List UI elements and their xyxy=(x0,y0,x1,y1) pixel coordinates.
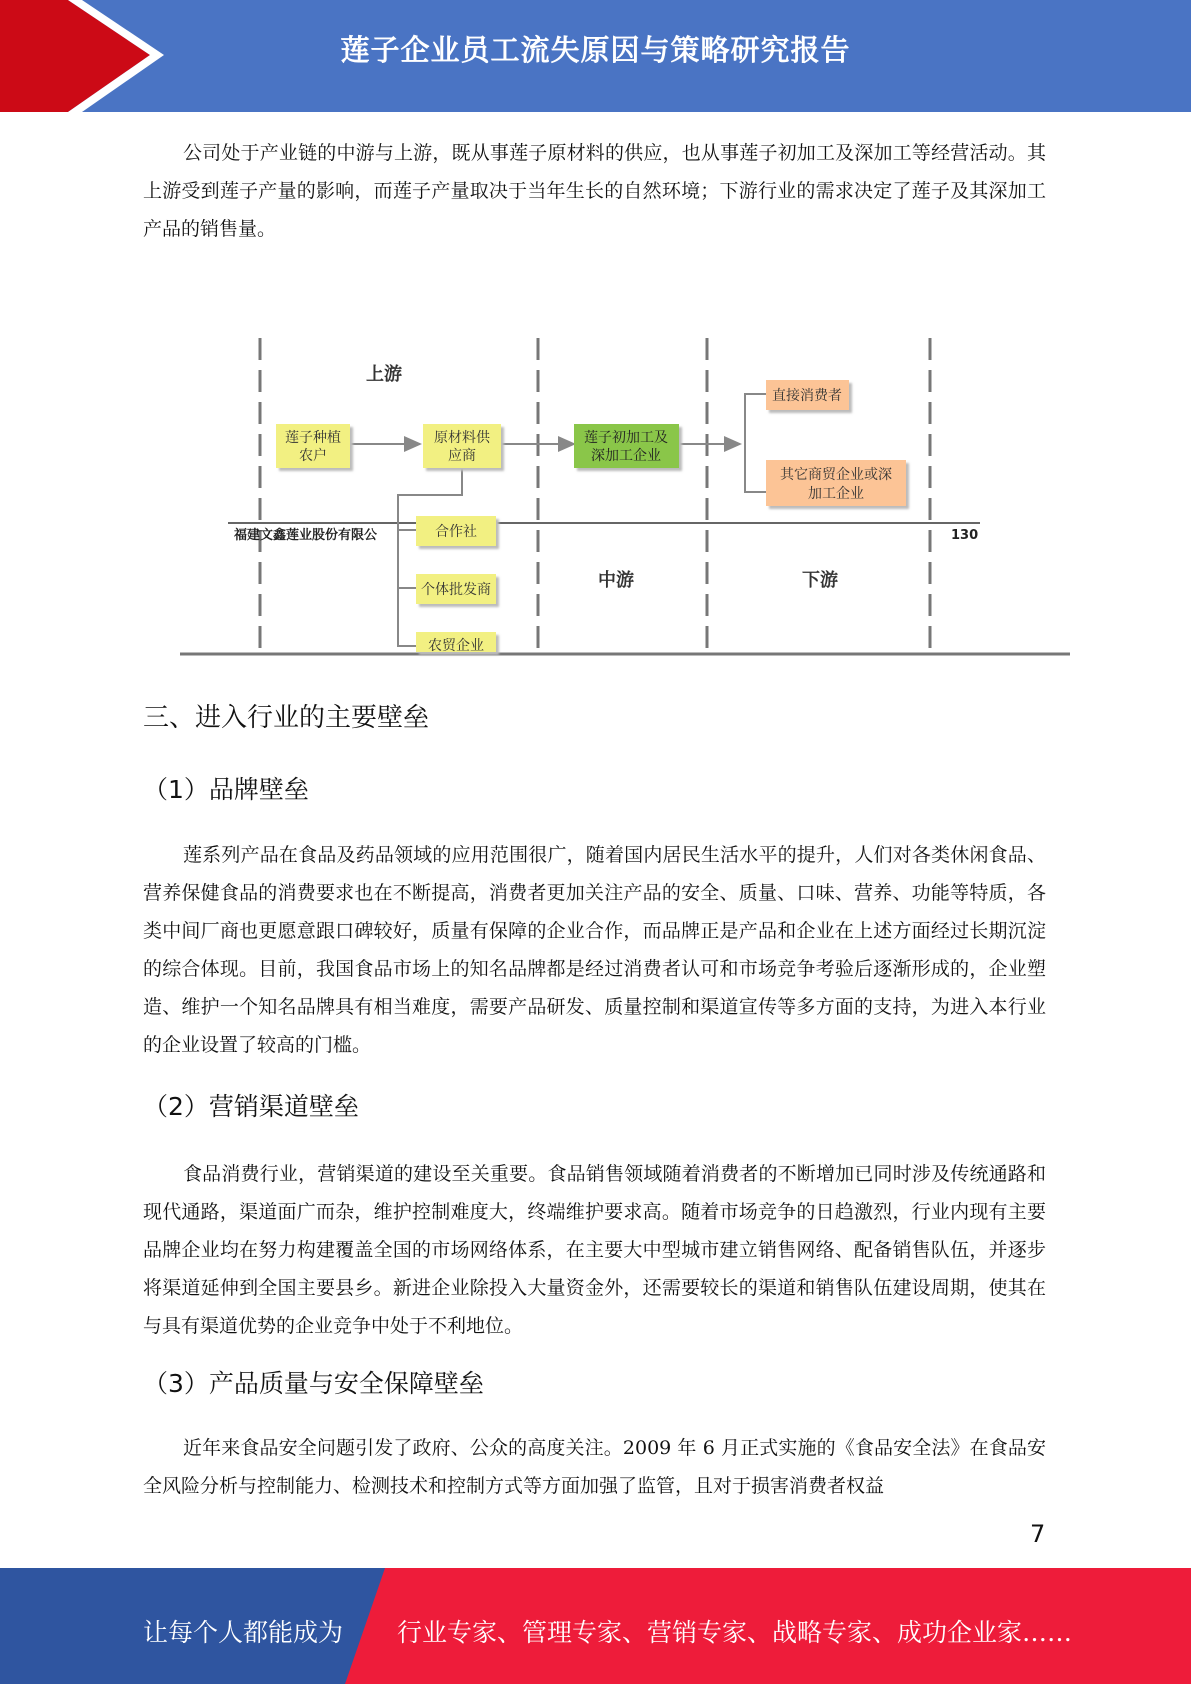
industry-chain-diagram xyxy=(180,330,1080,660)
box-other-enterprises xyxy=(766,460,906,506)
box-raw-supplier xyxy=(423,424,501,468)
document-title: 莲子企业员工流失原因与策略研究报告 xyxy=(340,33,851,67)
box-raw-supplier-line2: 应商 xyxy=(448,448,476,464)
box-processor xyxy=(574,424,679,468)
box-farmers xyxy=(276,424,350,468)
box-processor-line1: 莲子初加工及 xyxy=(584,430,668,446)
company-label: 福建文鑫莲业股份有限公 xyxy=(234,528,378,543)
box-cooperative-text: 合作社 xyxy=(435,524,477,540)
footer-slogan-left: 让每个人都能成为 xyxy=(143,1618,344,1647)
number-label: 130 xyxy=(951,528,979,543)
box-other-enterprises-line1: 其它商贸企业或深 xyxy=(780,467,892,483)
subsection-brand-heading: （1）品牌壁垒 xyxy=(143,775,309,804)
zone-label-upstream: 上游 xyxy=(366,364,402,385)
box-other-enterprises-line2: 加工企业 xyxy=(808,486,864,502)
box-farmers-line1: 莲子种植 xyxy=(285,430,341,446)
box-direct-consumer xyxy=(766,380,849,410)
brand-paragraph: 莲系列产品在食品及药品领域的应用范围很广，随着国内居民生活水平的提升，人们对各类休闲食品、营养保健食品的消费要求也在不断提高，消费者更加关注产品的安全、质量、口味、营养、功能等特质，各类中间厂商也更愿意跟口碑较好，质量有保障的企业合作，而品牌正是产品和企业在上述方面经过长期沉淀的综合体现。目前，我国食品市场上的知名品牌都是经过消费者认可和市场竞争考验后逐渐形成的，企业塑造、维护一个知名品牌具有相当难度，需要产品研发、质量控制和渠道宣传等多方面的支持，为进入本行业的企业设置了较高的门槛。 xyxy=(143,844,1046,1056)
zone-label-midstream: 中游 xyxy=(598,570,634,591)
footer-slogan-right: 行业专家、管理专家、营销专家、战略专家、成功企业家…… xyxy=(397,1618,1073,1647)
zone-label-downstream: 下游 xyxy=(802,570,838,591)
box-cooperative xyxy=(416,516,496,546)
channel-paragraph: 食品消费行业，营销渠道的建设至关重要。食品销售领域随着消费者的不断增加已同时涉及传统通路和现代通路，渠道面广而杂，维护控制难度大，终端维护要求高。随着市场竞争的日趋激烈，行业内现有主要品牌企业均在努力构建覆盖全国的市场网络体系，在主要大中型城市建立销售网络、配备销售队伍，并逐步将渠道延伸到全国主要县乡。新进企业除投入大量资金外，还需要较长的渠道和销售队伍建设周期，使其在与具有渠道优势的企业竞争中处于不利地位。 xyxy=(143,1163,1046,1337)
box-agri-enterprise-text: 农贸企业 xyxy=(428,638,484,654)
box-processor-line2: 深加工企业 xyxy=(591,448,661,464)
intro-paragraph: 公司处于产业链的中游与上游，既从事莲子原材料的供应，也从事莲子初加工及深加工等经营活动。其上游受到莲子产量的影响，而莲子产量取决于当年生长的自然环境；下游行业的需求决定了莲子及其深加工产品的销售量。 xyxy=(143,142,1046,240)
page-header xyxy=(0,0,1191,110)
box-wholesaler xyxy=(416,574,496,604)
box-farmers-line2: 农户 xyxy=(299,448,327,464)
quality-paragraph: 近年来食品安全问题引发了政府、公众的高度关注。2009 年 6 月正式实施的《食品安全法》在食品安全风险分析与控制能力、检测技术和控制方式等方面加强了监管，且对于损害消费者权益 xyxy=(143,1437,1046,1497)
subsection-channel-heading: （2）营销渠道壁垒 xyxy=(143,1092,359,1121)
box-direct-consumer-text: 直接消费者 xyxy=(772,388,842,404)
subsection-quality-heading: （3）产品质量与安全保障壁垒 xyxy=(143,1369,484,1398)
box-agri-enterprise xyxy=(416,632,496,654)
section-heading: 三、进入行业的主要壁垒 xyxy=(143,703,430,733)
box-wholesaler-text: 个体批发商 xyxy=(421,582,491,598)
box-raw-supplier-line1: 原材料供 xyxy=(434,430,490,446)
page-number: 7 xyxy=(1030,1520,1046,1548)
